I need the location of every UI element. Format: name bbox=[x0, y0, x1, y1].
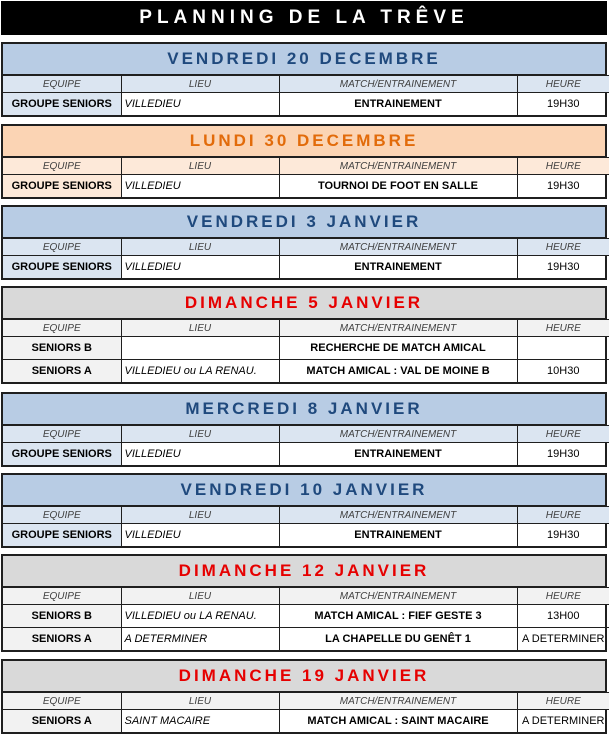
header-heure: HEURE bbox=[517, 76, 609, 93]
team-cell: GROUPE SENIORS bbox=[3, 524, 121, 547]
header-row bbox=[3, 320, 609, 337]
table-row bbox=[3, 175, 609, 198]
header-match: MATCH/ENTRAINEMENT bbox=[279, 76, 517, 93]
day-block bbox=[1, 42, 607, 117]
match-cell: ENTRAINEMENT bbox=[279, 443, 517, 466]
time-cell: 19H30 bbox=[517, 175, 609, 198]
match-cell: TOURNOI DE FOOT EN SALLE bbox=[279, 175, 517, 198]
day-block bbox=[1, 205, 607, 280]
place-cell: VILLEDIEU bbox=[121, 524, 279, 547]
header-heure: HEURE bbox=[517, 320, 609, 337]
time-cell: A DETERMINER bbox=[517, 628, 609, 651]
day-heading: DIMANCHE 12 JANVIER bbox=[3, 556, 605, 587]
time-cell bbox=[517, 337, 609, 360]
day-table bbox=[3, 425, 609, 465]
time-cell: 19H30 bbox=[517, 93, 609, 116]
header-row bbox=[3, 693, 609, 710]
header-row bbox=[3, 239, 609, 256]
place-cell: VILLEDIEU ou LA RENAU. bbox=[121, 605, 279, 628]
place-cell: VILLEDIEU bbox=[121, 175, 279, 198]
day-heading: DIMANCHE 19 JANVIER bbox=[3, 661, 605, 692]
day-heading: DIMANCHE 5 JANVIER bbox=[3, 288, 605, 319]
header-heure: HEURE bbox=[517, 158, 609, 175]
header-match: MATCH/ENTRAINEMENT bbox=[279, 426, 517, 443]
header-match: MATCH/ENTRAINEMENT bbox=[279, 158, 517, 175]
time-cell: 19H30 bbox=[517, 256, 609, 279]
match-cell: MATCH AMICAL : VAL DE MOINE B bbox=[279, 360, 517, 383]
header-lieu: LIEU bbox=[121, 158, 279, 175]
day-table bbox=[3, 587, 609, 650]
place-cell: VILLEDIEU bbox=[121, 443, 279, 466]
header-match: MATCH/ENTRAINEMENT bbox=[279, 588, 517, 605]
day-heading: VENDREDI 20 DECEMBRE bbox=[3, 44, 605, 75]
header-equipe: EQUIPE bbox=[3, 320, 121, 337]
place-cell bbox=[121, 337, 279, 360]
table-row bbox=[3, 93, 609, 116]
time-cell: 19H30 bbox=[517, 524, 609, 547]
header-lieu: LIEU bbox=[121, 320, 279, 337]
header-match: MATCH/ENTRAINEMENT bbox=[279, 239, 517, 256]
day-table bbox=[3, 75, 609, 115]
team-cell: SENIORS A bbox=[3, 360, 121, 383]
header-heure: HEURE bbox=[517, 588, 609, 605]
table-row bbox=[3, 443, 609, 466]
time-cell: A DETERMINER bbox=[517, 710, 609, 733]
day-block bbox=[1, 392, 607, 467]
table-row bbox=[3, 524, 609, 547]
header-equipe: EQUIPE bbox=[3, 426, 121, 443]
header-row bbox=[3, 426, 609, 443]
header-heure: HEURE bbox=[517, 426, 609, 443]
team-cell: GROUPE SENIORS bbox=[3, 256, 121, 279]
day-heading: LUNDI 30 DECEMBRE bbox=[3, 126, 605, 157]
header-lieu: LIEU bbox=[121, 239, 279, 256]
place-cell: SAINT MACAIRE bbox=[121, 710, 279, 733]
day-heading: VENDREDI 3 JANVIER bbox=[3, 207, 605, 238]
header-equipe: EQUIPE bbox=[3, 158, 121, 175]
page-title: PLANNING DE LA TRÊVE bbox=[1, 1, 607, 35]
day-block bbox=[1, 659, 607, 734]
team-cell: GROUPE SENIORS bbox=[3, 175, 121, 198]
match-cell: MATCH AMICAL : FIEF GESTE 3 bbox=[279, 605, 517, 628]
time-cell: 19H30 bbox=[517, 443, 609, 466]
header-equipe: EQUIPE bbox=[3, 693, 121, 710]
header-equipe: EQUIPE bbox=[3, 507, 121, 524]
place-cell: VILLEDIEU bbox=[121, 93, 279, 116]
day-table bbox=[3, 238, 609, 278]
header-row bbox=[3, 158, 609, 175]
header-equipe: EQUIPE bbox=[3, 76, 121, 93]
table-row bbox=[3, 710, 609, 733]
place-cell: VILLEDIEU ou LA RENAU. bbox=[121, 360, 279, 383]
table-row bbox=[3, 256, 609, 279]
table-row bbox=[3, 337, 609, 360]
header-equipe: EQUIPE bbox=[3, 239, 121, 256]
table-row bbox=[3, 360, 609, 383]
header-lieu: LIEU bbox=[121, 693, 279, 710]
header-row bbox=[3, 507, 609, 524]
header-lieu: LIEU bbox=[121, 588, 279, 605]
team-cell: GROUPE SENIORS bbox=[3, 443, 121, 466]
day-block bbox=[1, 124, 607, 199]
day-block bbox=[1, 554, 607, 652]
header-match: MATCH/ENTRAINEMENT bbox=[279, 507, 517, 524]
team-cell: SENIORS A bbox=[3, 628, 121, 651]
team-cell: GROUPE SENIORS bbox=[3, 93, 121, 116]
table-row bbox=[3, 605, 609, 628]
day-table bbox=[3, 319, 609, 382]
day-heading: MERCREDI 8 JANVIER bbox=[3, 394, 605, 425]
day-table bbox=[3, 157, 609, 197]
team-cell: SENIORS B bbox=[3, 337, 121, 360]
match-cell: ENTRAINEMENT bbox=[279, 93, 517, 116]
day-block bbox=[1, 473, 607, 548]
header-row bbox=[3, 76, 609, 93]
match-cell: MATCH AMICAL : SAINT MACAIRE bbox=[279, 710, 517, 733]
header-match: MATCH/ENTRAINEMENT bbox=[279, 693, 517, 710]
match-cell: LA CHAPELLE DU GENÊT 1 bbox=[279, 628, 517, 651]
place-cell: VILLEDIEU bbox=[121, 256, 279, 279]
match-cell: RECHERCHE DE MATCH AMICAL bbox=[279, 337, 517, 360]
team-cell: SENIORS A bbox=[3, 710, 121, 733]
table-row bbox=[3, 628, 609, 651]
day-table bbox=[3, 506, 609, 546]
header-heure: HEURE bbox=[517, 507, 609, 524]
header-row bbox=[3, 588, 609, 605]
place-cell: A DETERMINER bbox=[121, 628, 279, 651]
header-lieu: LIEU bbox=[121, 426, 279, 443]
time-cell: 10H30 bbox=[517, 360, 609, 383]
header-lieu: LIEU bbox=[121, 507, 279, 524]
header-heure: HEURE bbox=[517, 239, 609, 256]
header-equipe: EQUIPE bbox=[3, 588, 121, 605]
time-cell: 13H00 bbox=[517, 605, 609, 628]
header-heure: HEURE bbox=[517, 693, 609, 710]
match-cell: ENTRAINEMENT bbox=[279, 524, 517, 547]
team-cell: SENIORS B bbox=[3, 605, 121, 628]
day-block bbox=[1, 286, 607, 384]
day-heading: VENDREDI 10 JANVIER bbox=[3, 475, 605, 506]
header-lieu: LIEU bbox=[121, 76, 279, 93]
header-match: MATCH/ENTRAINEMENT bbox=[279, 320, 517, 337]
match-cell: ENTRAINEMENT bbox=[279, 256, 517, 279]
day-table bbox=[3, 692, 609, 732]
